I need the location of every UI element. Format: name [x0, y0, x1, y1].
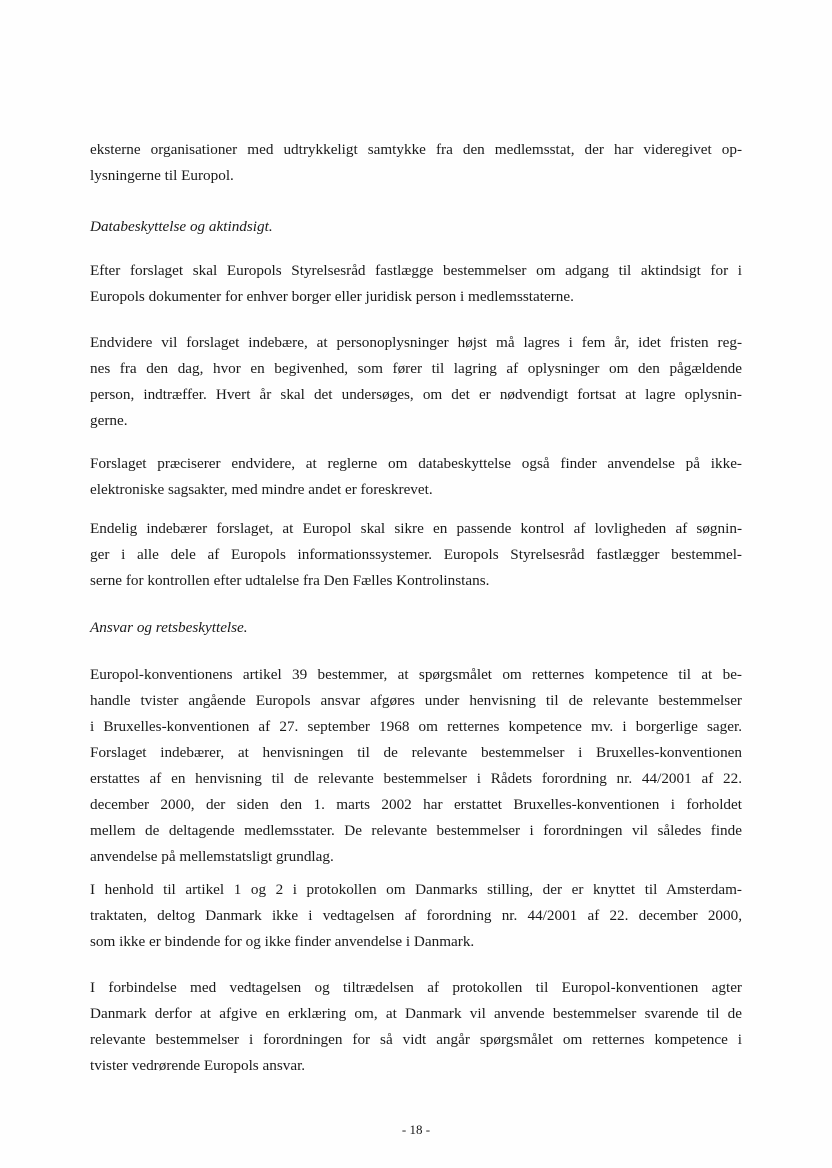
paragraph-styrelsesraad: [90, 258, 742, 310]
paragraph-kontrol: [90, 516, 742, 594]
text-line: Endvidere vil forslaget indebære, at personoplysninger højst må lagres i fem år, idet fristen reg-: [90, 334, 742, 351]
text-line: erstattes af en henvisning til de relevante bestemmelser i Rådets forordning nr. 44/2001 af 22.: [90, 770, 742, 787]
heading-text: Ansvar og retsbeskyttelse.: [90, 619, 248, 636]
text-line: mellem de deltagende medlemsstater. De relevante bestemmelser i forordningen vil således finde: [90, 822, 742, 839]
text-line: I henhold til artikel 1 og 2 i protokollen om Danmarks stilling, der er knyttet til Amsterdam-: [90, 881, 742, 898]
section-heading-ansvar: [90, 615, 742, 641]
text-line: I forbindelse med vedtagelsen og tiltrædelsen af protokollen til Europol-konventionen agter: [90, 979, 742, 996]
text-line: nes fra den dag, hvor en begivenhed, som fører til lagring af oplysninger om den pågældende: [90, 360, 742, 377]
text-line: traktaten, deltog Danmark ikke i vedtagelsen af forordning nr. 44/2001 af 22. december 2000,: [90, 907, 742, 924]
text-line: elektroniske sagsakter, med mindre andet er foreskrevet.: [90, 481, 433, 498]
page-number: - 18 -: [401, 1122, 431, 1137]
text-line: gerne.: [90, 412, 128, 429]
text-line: anvendelse på mellemstatsligt grundlag.: [90, 848, 334, 865]
text-line: Danmark derfor at afgive en erklæring om, at Danmark vil anvende bestemmelser svarende til de: [90, 1005, 742, 1022]
text-line: Forslaget indebærer, at henvisningen til de relevante bestemmelser i Bruxelles-konventionen: [90, 744, 742, 761]
text-line: Endelig indebærer forslaget, at Europol skal sikre en passende kontrol af lovligheden af søgnin-: [90, 520, 742, 537]
text-line: Europol-konventionens artikel 39 bestemmer, at spørgsmålet om retternes kompetence til at be-: [90, 666, 742, 683]
text-line: december 2000, der siden den 1. marts 2002 har erstattet Bruxelles-konventionen i forholdet: [90, 796, 742, 813]
text-line: relevante bestemmelser i forordningen for så vidt angår spørgsmålet om retternes kompetence i: [90, 1031, 742, 1048]
text-line: Europols dokumenter for enhver borger eller juridisk person i medlemsstaterne.: [90, 288, 574, 305]
text-line: tvister vedrørende Europols ansvar.: [90, 1057, 306, 1074]
text-line: som ikke er bindende for og ikke finder anvendelse i Danmark.: [90, 933, 475, 950]
paragraph-artikel-39: [90, 662, 742, 870]
text-line: person, indtræffer. Hvert år skal det undersøges, om det er nødvendigt fortsat at lagre oplysnin-: [90, 386, 742, 403]
section-heading-databeskyttelse: [90, 214, 742, 240]
paragraph-erklaering: [90, 975, 742, 1079]
paragraph-intro: [90, 137, 742, 189]
paragraph-protokol: [90, 877, 742, 955]
text-line: eksterne organisationer med udtrykkeligt samtykke fra den medlemsstat, der har videregivet op-: [90, 141, 742, 158]
text-line: ger i alle dele af Europols informationssystemer. Europols Styrelsesråd fastlægger bestemmel-: [90, 546, 742, 563]
text-line: i Bruxelles-konventionen af 27. september 1968 om retternes kompetence mv. i borgerlige sager.: [90, 718, 742, 735]
text-line: handle tvister angående Europols ansvar afgøres under henvisning til de relevante bestemmelser: [90, 692, 742, 709]
text-line: serne for kontrollen efter udtalelse fra Den Fælles Kontrolinstans.: [90, 572, 490, 589]
heading-text: Databeskyttelse og aktindsigt.: [90, 218, 273, 235]
text-line: lysningerne til Europol.: [90, 167, 234, 184]
paragraph-personoplysninger: [90, 330, 742, 434]
paragraph-ikke-elektroniske: [90, 451, 742, 503]
text-line: Forslaget præciserer endvidere, at reglerne om databeskyttelse også finder anvendelse på ikke-: [90, 455, 742, 472]
text-line: Efter forslaget skal Europols Styrelsesråd fastlægge bestemmelser om adgang til aktindsigt for i: [90, 262, 742, 279]
